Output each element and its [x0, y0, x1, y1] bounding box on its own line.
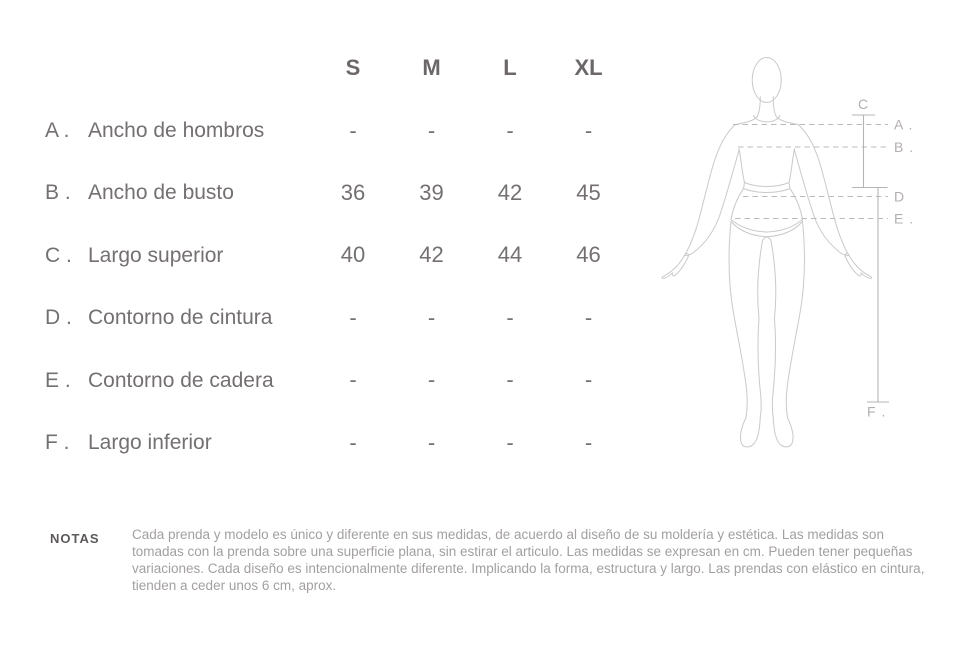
column-header-m: M	[422, 55, 441, 81]
notes-text: Cada prenda y modelo es único y diferente en sus medidas, de acuerdo al diseño de su moldería y estética. Las medidas son tomadas con la prenda sobre una superficie plana, sin estirar el articulo. Las medidas se expresan en cm. Pueden tener pequeñas variaciones. Cada diseño es intencionalmente diferente. Implicando la forma, estructura y largo. Las prendas con elástico en cintura, tienden a ceder unos 6 cm, aprox.	[132, 527, 925, 593]
row-letter: E .	[45, 368, 71, 392]
figure-marker-b: B .	[894, 139, 915, 155]
value-cell: 45	[576, 179, 601, 205]
row-label-e	[45, 370, 314, 391]
row-label-c	[45, 245, 314, 266]
notes-heading: NOTAS	[50, 531, 100, 546]
figure-marker-e: E .	[894, 210, 915, 227]
column-header-xl: XL	[574, 55, 603, 81]
row-label-f	[45, 432, 314, 453]
row-measure-name: Largo superior	[88, 243, 224, 267]
row-measure-name: Ancho de hombros	[88, 119, 265, 143]
row-letter: D .	[45, 306, 72, 330]
value-cell: -	[506, 429, 514, 455]
bracket-f	[867, 188, 889, 403]
measurement-lines	[733, 115, 889, 402]
row-measure-name: Contorno de cadera	[88, 368, 274, 392]
measurement-labels	[858, 96, 914, 420]
value-cell: -	[427, 367, 436, 393]
value-cell: -	[506, 304, 514, 330]
row-letter: C .	[45, 243, 72, 267]
column-header-s: S	[345, 55, 361, 81]
value-cell: 36	[340, 179, 366, 205]
value-cell: -	[506, 367, 514, 393]
row-measure-name: Ancho de busto	[88, 181, 234, 205]
row-measure-name: Contorno de cintura	[88, 306, 273, 330]
value-cell: 44	[497, 242, 523, 268]
size-table	[45, 37, 628, 474]
row-letter: B .	[45, 181, 71, 205]
value-cell: -	[349, 429, 357, 455]
row-label-a	[45, 120, 314, 141]
value-cell: 42	[497, 179, 523, 205]
value-cell: -	[584, 429, 593, 455]
value-cell: -	[584, 367, 593, 393]
bracket-c	[852, 115, 888, 188]
value-cell: -	[427, 429, 436, 455]
value-cell: -	[349, 304, 357, 330]
value-cell: -	[349, 117, 357, 143]
figure-marker-c: C	[857, 96, 870, 112]
mannequin-outline	[662, 58, 872, 447]
row-letter: F .	[45, 431, 70, 455]
value-cell: -	[349, 367, 357, 393]
row-letter: A .	[45, 119, 70, 143]
figure-marker-a: A .	[894, 116, 914, 133]
figure-marker-d: D	[894, 188, 906, 205]
value-cell: -	[427, 304, 436, 330]
row-label-d	[45, 307, 314, 328]
value-cell: 46	[576, 242, 601, 268]
value-cell: -	[584, 117, 593, 143]
value-cell: 39	[419, 179, 444, 205]
value-cell: -	[584, 304, 593, 330]
row-measure-name: Largo inferior	[88, 431, 212, 455]
value-cell: -	[427, 117, 436, 143]
measurement-figure-diagram	[640, 40, 964, 460]
value-cell: 40	[340, 242, 366, 268]
value-cell: -	[506, 117, 514, 143]
row-label-b	[45, 182, 314, 203]
value-cell: 42	[419, 242, 444, 268]
figure-marker-f: F .	[867, 403, 887, 420]
column-header-l: L	[503, 55, 517, 81]
